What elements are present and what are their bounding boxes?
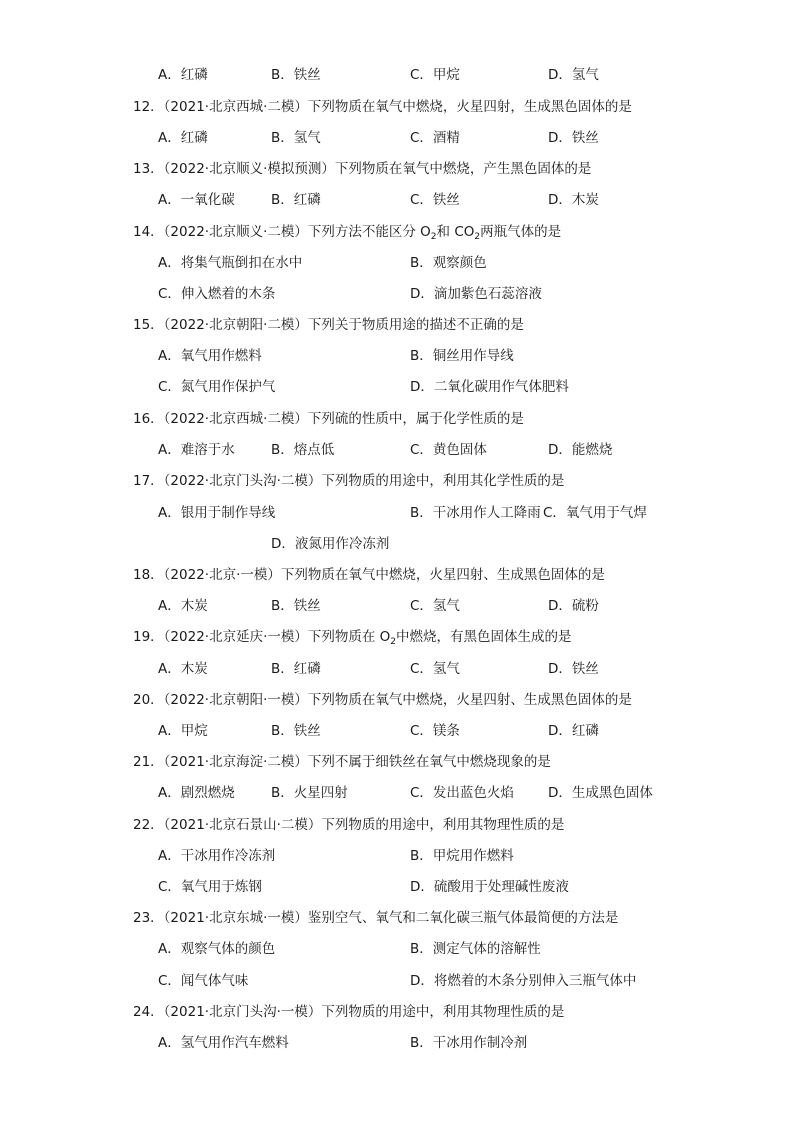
q23-option-d[interactable]: D．将燃着的木条分别伸入三瓶气体中 <box>410 973 637 989</box>
q19-option-d[interactable]: D．铁丝 <box>548 661 599 677</box>
q14-subscript-1: 2 <box>430 232 437 242</box>
q23-option-b[interactable]: B．测定气体的溶解性 <box>410 941 541 957</box>
q15-option-b[interactable]: B．铜丝用作导线 <box>410 348 514 364</box>
q18-option-b[interactable]: B．铁丝 <box>271 598 321 614</box>
q19-stem-part1: 19．（2022·北京延庆·一模）下列物质在 O <box>133 629 391 645</box>
q12-option-d[interactable]: D．铁丝 <box>548 130 599 146</box>
q13-option-c[interactable]: C．铁丝 <box>410 192 460 208</box>
q13-option-a[interactable]: A．一氧化碳 <box>158 192 235 208</box>
q15-option-a[interactable]: A．氧气用作燃料 <box>158 348 262 364</box>
q14-option-a[interactable]: A．将集气瓶倒扣在水中 <box>158 255 303 271</box>
q21-option-a[interactable]: A．剧烈燃烧 <box>158 785 235 801</box>
q24-stem: 24．（2021·北京门头沟·一模）下列物质的用途中，利用其物理性质的是 <box>133 1004 565 1020</box>
q24-option-b[interactable]: B．干冰用作制冷剂 <box>410 1035 528 1051</box>
q20-stem: 20．（2022·北京朝阳·一模）下列物质在氧气中燃烧，火星四射、生成黑色固体的是 <box>133 692 632 708</box>
q14-stem-part1: 14．（2022·北京顺义·二模）下列方法不能区分 O <box>133 224 431 240</box>
q14-stem-part2: 和 CO <box>436 224 475 240</box>
q24-option-a[interactable]: A．氢气用作汽车燃料 <box>158 1035 289 1051</box>
q14-option-b[interactable]: B．观察颜色 <box>410 255 487 271</box>
q17-stem: 17．（2022·北京门头沟·二模）下列物质的用途中，利用其化学性质的是 <box>133 473 565 489</box>
q17-option-d[interactable]: D．液氮用作冷冻剂 <box>271 536 390 552</box>
q18-stem: 18．（2022·北京·一模）下列物质在氧气中燃烧，火星四射、生成黑色固体的是 <box>133 567 605 583</box>
q19-option-a[interactable]: A．木炭 <box>158 661 208 677</box>
q21-option-c[interactable]: C．发出蓝色火焰 <box>410 785 514 801</box>
q22-option-b[interactable]: B．甲烷用作燃料 <box>410 848 514 864</box>
q12-option-b[interactable]: B．氢气 <box>271 130 321 146</box>
q20-option-b[interactable]: B．铁丝 <box>271 723 321 739</box>
q12-stem: 12．（2021·北京西城·二模）下列物质在氧气中燃烧，火星四射，生成黑色固体的是 <box>133 99 632 115</box>
q11-option-d[interactable]: D．氢气 <box>548 67 599 83</box>
q19-option-c[interactable]: C．氢气 <box>410 661 460 677</box>
q23-stem: 23．（2021·北京东城·一模）鉴别空气、氧气和二氧化碳三瓶气体最简便的方法是 <box>133 910 619 926</box>
q21-option-b[interactable]: B．火星四射 <box>271 785 348 801</box>
q13-stem: 13．（2022·北京顺义·模拟预测）下列物质在氧气中燃烧，产生黑色固体的是 <box>133 161 592 177</box>
q14-subscript-2: 2 <box>474 232 481 242</box>
q13-option-d[interactable]: D．木炭 <box>548 192 599 208</box>
q15-stem: 15．（2022·北京朝阳·二模）下列关于物质用途的描述不正确的是 <box>133 317 524 333</box>
q14-option-c[interactable]: C．伸入燃着的木条 <box>158 286 276 302</box>
q22-option-c[interactable]: C．氧气用于炼钢 <box>158 879 262 895</box>
q13-option-b[interactable]: B．红磷 <box>271 192 321 208</box>
q14-stem-part3: 两瓶气体的是 <box>480 224 562 240</box>
q16-stem: 16．（2022·北京西城·二模）下列硫的性质中，属于化学性质的是 <box>133 411 524 427</box>
q16-option-d[interactable]: D．能燃烧 <box>548 442 613 458</box>
q12-option-a[interactable]: A．红磷 <box>158 130 208 146</box>
q16-option-c[interactable]: C．黄色固体 <box>410 442 487 458</box>
q22-option-a[interactable]: A．干冰用作冷冻剂 <box>158 848 276 864</box>
q11-option-b[interactable]: B．铁丝 <box>271 67 321 83</box>
q21-option-d[interactable]: D．生成黑色固体 <box>548 785 653 801</box>
q23-option-c[interactable]: C．闻气体气味 <box>158 973 249 989</box>
q16-option-a[interactable]: A．难溶于水 <box>158 442 235 458</box>
q12-option-c[interactable]: C．酒精 <box>410 130 460 146</box>
q15-option-d[interactable]: D．二氧化碳用作气体肥料 <box>410 379 569 395</box>
q23-option-a[interactable]: A．观察气体的颜色 <box>158 941 276 957</box>
q17-option-a[interactable]: A．银用于制作导线 <box>158 505 276 521</box>
q15-option-c[interactable]: C．氮气用作保护气 <box>158 379 276 395</box>
q11-option-a[interactable]: A．红磷 <box>158 67 208 83</box>
q16-option-b[interactable]: B．熔点低 <box>271 442 335 458</box>
q11-option-c[interactable]: C．甲烷 <box>410 67 460 83</box>
q19-option-b[interactable]: B．红磷 <box>271 661 321 677</box>
q18-option-a[interactable]: A．木炭 <box>158 598 208 614</box>
q17-option-b[interactable]: B．干冰用作人工降雨 <box>410 505 541 521</box>
q19-stem-part2: 中燃烧，有黑色固体生成的是 <box>396 629 572 645</box>
q20-option-a[interactable]: A．甲烷 <box>158 723 208 739</box>
q18-option-c[interactable]: C．氢气 <box>410 598 460 614</box>
q20-option-d[interactable]: D．红磷 <box>548 723 599 739</box>
q19-subscript: 2 <box>390 637 397 647</box>
q22-option-d[interactable]: D．硫酸用于处理碱性废液 <box>410 879 569 895</box>
q17-option-c[interactable]: C．氧气用于气焊 <box>543 505 647 521</box>
q21-stem: 21．（2021·北京海淀·二模）下列不属于细铁丝在氧气中燃烧现象的是 <box>133 754 551 770</box>
q22-stem: 22．（2021·北京石景山·二模）下列物质的用途中，利用其物理性质的是 <box>133 817 565 833</box>
q20-option-c[interactable]: C．镁条 <box>410 723 460 739</box>
q14-option-d[interactable]: D．滴加紫色石蕊溶液 <box>410 286 542 302</box>
q19-stem <box>133 627 572 647</box>
q18-option-d[interactable]: D．硫粉 <box>548 598 599 614</box>
q14-stem <box>133 222 561 242</box>
